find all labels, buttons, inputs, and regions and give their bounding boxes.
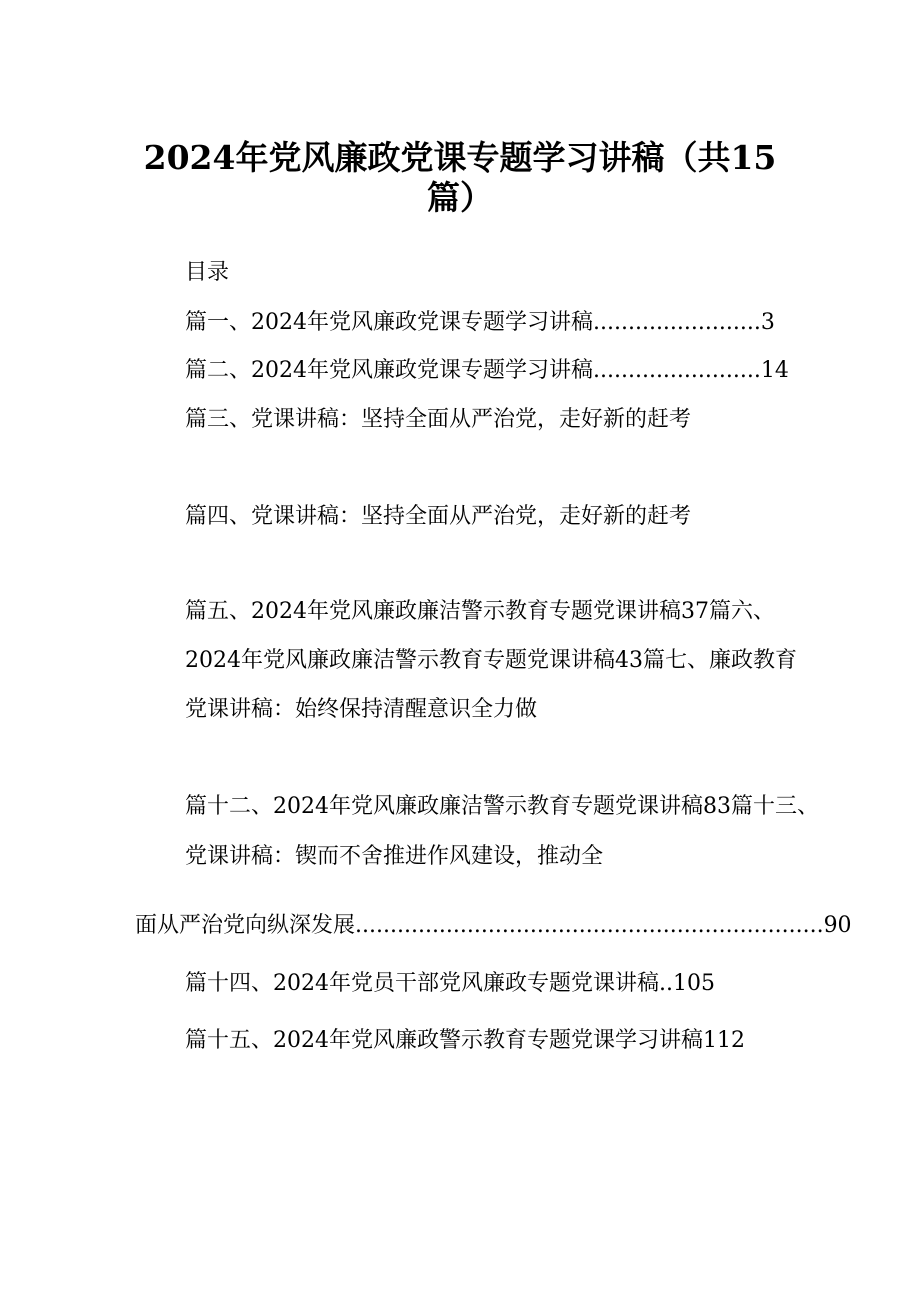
toc-entry-text: 篇一、2024年党风廉政党课专题学习讲稿 (185, 310, 593, 335)
toc-entry-14[interactable] (185, 969, 715, 999)
toc-entry-text: 篇十五、2024年党风廉政警示教育专题党课学习讲稿 (185, 1028, 703, 1053)
toc-entry-1[interactable] (185, 308, 775, 338)
toc-entry-text: 党课讲稿：始终保持清醒意识全力做 (185, 697, 538, 722)
toc-entry-6[interactable] (185, 646, 797, 676)
document-title-line-1: 2024年党风廉政党课专题学习讲稿（共15 (143, 138, 777, 177)
toc-entry-text: 党课讲稿：锲而不舍推进作风建设，推动全 (185, 844, 604, 869)
toc-entry-text: 篇三、党课讲稿：坚持全面从严治党，走好新的赶考 (185, 407, 692, 432)
toc-entry-text: 2024年党风廉政廉洁警示教育专题党课讲稿43篇七、廉政教育 (185, 648, 797, 673)
document-title-line-2: 篇） (427, 178, 493, 217)
toc-entry-text: 面从严治党向纵深发展 (135, 913, 356, 938)
toc-entry-7[interactable] (185, 695, 537, 725)
toc-entry-text: 篇十四、2024年党员干部党风廉政专题党课讲稿 (185, 971, 659, 996)
toc-leader: ........................ (593, 310, 761, 335)
toc-entry-12[interactable] (185, 792, 819, 822)
toc-entry-text: 篇十二、2024年党风廉政廉洁警示教育专题党课讲稿83篇十三、 (185, 794, 819, 819)
toc-page-number: 105 (673, 971, 715, 996)
toc-page-number: 112 (703, 1028, 745, 1053)
toc-heading: 目录 (185, 260, 230, 285)
toc-leader: .. (659, 971, 673, 996)
toc-leader: ................................................................... (355, 913, 824, 938)
toc-entry-text: 篇五、2024年党风廉政廉洁警示教育专题党课讲稿37篇六、 (185, 599, 775, 624)
toc-leader: ........................ (593, 358, 761, 383)
toc-entry-5[interactable] (185, 597, 775, 627)
toc-entry-13[interactable] (185, 842, 603, 872)
toc-entry-3[interactable] (185, 405, 691, 435)
toc-entry-4[interactable] (185, 502, 691, 532)
toc-entry-13-continued[interactable] (135, 911, 852, 941)
toc-entry-2[interactable] (185, 356, 789, 386)
toc-page-number: 90 (823, 913, 852, 938)
toc-entry-15[interactable] (185, 1026, 745, 1056)
toc-entry-text: 篇四、党课讲稿：坚持全面从严治党，走好新的赶考 (185, 504, 692, 529)
toc-page-number: 14 (760, 358, 789, 383)
toc-page-number: 3 (760, 310, 775, 335)
toc-entry-text: 篇二、2024年党风廉政党课专题学习讲稿 (185, 358, 593, 383)
